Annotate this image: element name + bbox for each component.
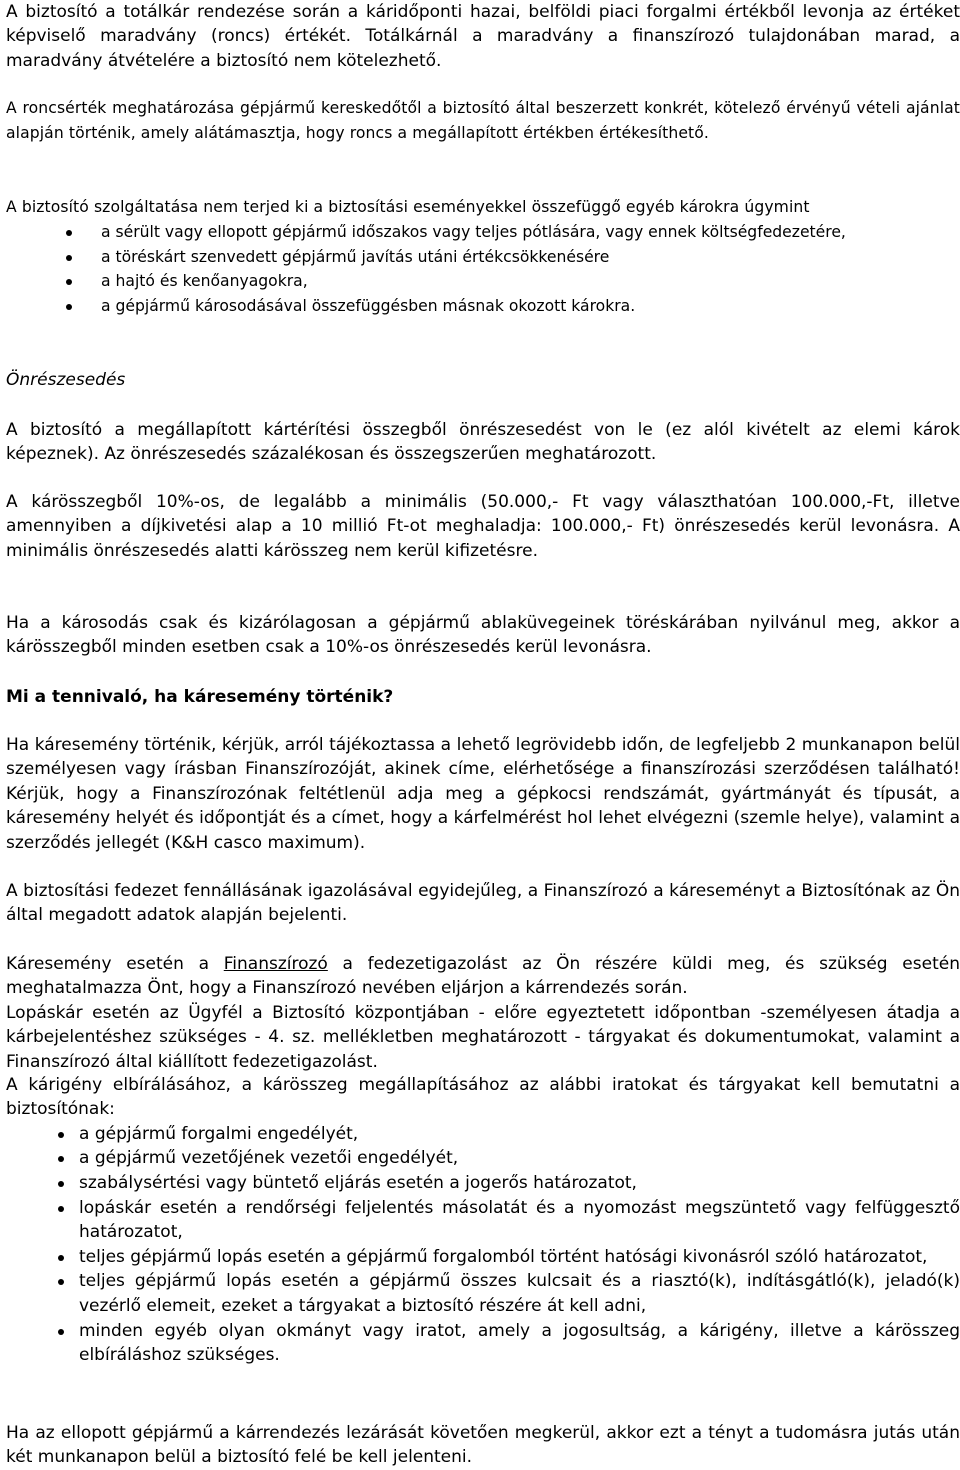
bullet-icon <box>58 1181 64 1187</box>
bullet-icon <box>58 1279 64 1285</box>
paragraph-ablakuveg: Ha a károsodás csak és kizárólagosan a gépjármű ablaküvegeinek töréskárában nyilvánul meg, akkor a kárösszegből minden esetben csak a 10%-os önrészesedés kerül levonásra. <box>6 613 960 658</box>
bullet-icon <box>58 1329 64 1335</box>
exclusions-section <box>6 195 960 319</box>
exclusions-intro: A biztosító szolgáltatása nem terjed ki a biztosítási eseményekkel összefüggő egyéb károkra úgymint <box>6 198 810 216</box>
bullet-icon <box>58 1132 64 1138</box>
list-item: a töréskárt szenvedett gépjármű javítás utáni értékcsökkenésére <box>6 245 960 270</box>
bullet-icon <box>58 1156 64 1162</box>
list-item: teljes gépjármű lopás esetén a gépjármű összes kulcsait és a riasztó(k), indításgátló(k), jeladó(k) vezérlő elemeit, ezeket a tárgyakat a biztosító részére át kell adni, <box>6 1269 960 1318</box>
paragraph-fedezet: A biztosítási fedezet fennállásának igazolásával egyidejűleg, a Finanszírozó a káreseményt a Biztosítónak az Ön által megadott adatok alapján bejelenti. <box>6 881 960 926</box>
bullet-icon <box>58 1206 64 1212</box>
list-item: szabálysértési vagy büntető eljárás esetén a jogerős határozatot, <box>6 1171 960 1196</box>
documents-list <box>6 1122 960 1368</box>
paragraph-lopaskar: Lopáskár esetén az Ügyfél a Biztosító központjában - előre egyeztetett időpontban -személyesen átadja a kárbejelentéshez szükséges - 4. sz. mellékletben meghatározott - tárgyakat és dokumentumokat, valamint a Finanszírozó által kiállított fedezetigazolást. <box>6 1003 960 1072</box>
heading-onreszesedes: Önrészesedés <box>6 370 126 390</box>
list-item: a sérült vagy ellopott gépjármű időszakos vagy teljes pótlására, vagy ennek költségfedezetére, <box>6 220 960 245</box>
bullet-icon <box>66 255 72 261</box>
list-item: a gépjármű károsodásával összefüggésben másnak okozott károkra. <box>6 294 960 319</box>
paragraph-bejelentes: Ha káresemény történik, kérjük, arról tájékoztassa a lehető legrövidebb időn, de legfeljebb 2 munkanapon belül személyesen vagy írásban Finanszírozóját, akinek címe, elérhetősége a finanszírozási szerződésen található! Kérjük, hogy a Finanszírozónak feltétlenül adja meg a gépkocsi rendszámát, gyártmányát és típusát, a káresemény helyét és időpontját és a címet, hogy a kárfelmérést hol lehet elvégezni (szemle helye), valamint a szerződés jellegét (K&H casco maximum). <box>6 735 960 853</box>
finanszirozo-link[interactable]: Finanszírozó <box>223 954 328 974</box>
documents-intro: A kárigény elbírálásához, a kárösszeg megállapításához az alábbi iratokat és tárgyakat kell bemutatni a biztosítónak: <box>6 1075 960 1120</box>
list-item: minden egyéb olyan okmányt vagy iratot, amely a jogosultság, a kárigény, illetve a kárösszeg elbíráláshoz szükséges. <box>6 1319 960 1368</box>
heading-tennivalo: Mi a tennivaló, ha káresemény történik? <box>6 687 394 707</box>
paragraph-fedezetigazolas: Káresemény esetén a Finanszírozó a fedezetigazolást az Ön részére küldi meg, és szükség esetén meghatalmazza Önt, hogy a Finanszírozó nevében eljárjon a kárrendezés során. <box>6 954 960 999</box>
paragraph-totalkar: A biztosító a totálkár rendezése során a káridőponti hazai, belföldi piaci forgalmi értékből levonja az értéket képviselő maradvány (roncs) értékét. Totálkárnál a maradvány a finanszírozó tulajdonában marad, a maradvány átvételére a biztosító nem kötelezhető. <box>6 2 960 71</box>
bullet-icon <box>66 279 72 285</box>
paragraph-onreszesedes-amount: A kárösszegből 10%-os, de legalább a minimális (50.000,- Ft vagy választhatóan 100.000,-Ft, illetve amennyiben a díjkivetési alap a 10 millió Ft-ot meghaladja: 100.000,- Ft) önrészesedés kerül levonásra. A minimális önrészesedés alatti kárösszeg nem kerül kifizetésre. <box>6 492 960 561</box>
list-item: a gépjármű forgalmi engedélyét, <box>6 1122 960 1147</box>
bullet-icon <box>66 230 72 236</box>
documents-section <box>6 1073 960 1368</box>
paragraph-roncsertek: A roncsérték meghatározása gépjármű kereskedőtől a biztosító által beszerzett konkrét, kötelező érvényű vételi ajánlat alapján történik, amely alátámasztja, hogy roncs a megállapított értékben értékesíthető. <box>6 99 960 142</box>
bullet-icon <box>66 304 72 310</box>
paragraph-megkerules: Ha az ellopott gépjármű a kárrendezés lezárását követően megkerül, akkor ezt a tényt a tudomásra jutás után két munkanapon belül a biztosító felé be kell jelenteni. <box>6 1423 960 1468</box>
paragraph-onreszesedes-general: A biztosító a megállapított kártérítési összegből önrészesedést von le (ez alól kivételt az elemi károk képeznek). Az önrészesedés százalékosan és összegszerűen meghatározott. <box>6 420 960 465</box>
list-item: teljes gépjármű lopás esetén a gépjármű forgalomból történt hatósági kivonásról szóló határozatot, <box>6 1245 960 1270</box>
list-item: lopáskár esetén a rendőrségi feljelentés másolatát és a nyomozást megszüntető vagy felfüggesztő határozatot, <box>6 1196 960 1245</box>
list-item: a gépjármű vezetőjének vezetői engedélyét, <box>6 1146 960 1171</box>
bullet-icon <box>58 1255 64 1261</box>
list-item: a hajtó és kenőanyagokra, <box>6 269 960 294</box>
exclusions-list <box>6 220 960 319</box>
